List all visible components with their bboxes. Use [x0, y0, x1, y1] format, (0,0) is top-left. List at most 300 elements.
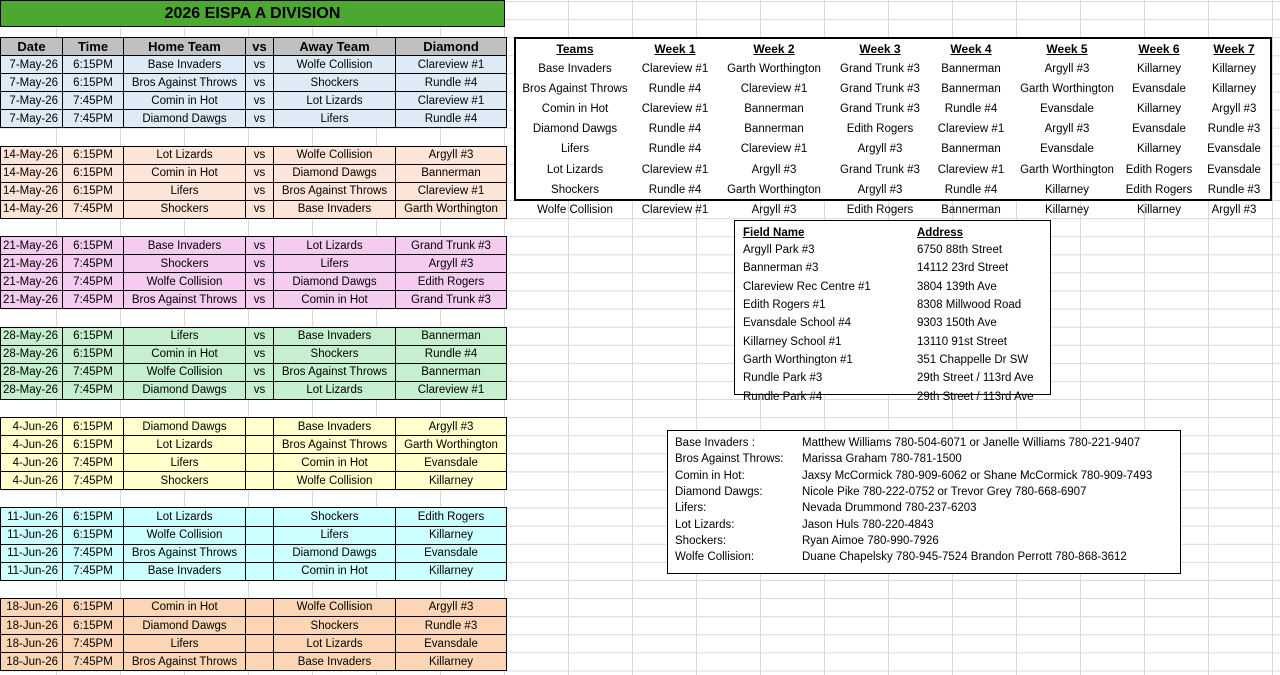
schedule-cell[interactable]: Clareview #1 — [396, 92, 507, 110]
schedule-cell[interactable]: Lifers — [274, 255, 396, 273]
schedule-cell[interactable]: Bros Against Throws — [124, 653, 246, 671]
schedule-cell[interactable]: 6:15PM — [63, 508, 124, 526]
schedule-cell[interactable]: Wolfe Collision — [274, 598, 396, 616]
weeks-cell[interactable]: Diamond Dawgs — [532, 123, 618, 136]
schedule-cell[interactable]: Rundle #4 — [396, 345, 507, 363]
schedule-row — [1, 381, 507, 399]
schedule-header-cell[interactable]: vs — [246, 38, 274, 56]
schedule-cell[interactable]: Evansdale — [396, 635, 507, 653]
weeks-header-cell[interactable]: Week 6 — [1138, 42, 1180, 56]
schedule-cell[interactable]: Base Invaders — [124, 562, 246, 580]
schedule-cell[interactable]: 11-Jun-26 — [1, 526, 63, 544]
schedule-cell[interactable] — [246, 526, 274, 544]
schedule-cell[interactable]: 14-May-26 — [1, 182, 63, 200]
schedule-cell[interactable]: 6:15PM — [63, 237, 124, 255]
schedule-row — [1, 508, 507, 526]
weeks-cell[interactable]: Killarney — [1136, 103, 1182, 116]
schedule-cell[interactable]: vs — [246, 110, 274, 128]
schedule-cell[interactable]: Base Invaders — [274, 653, 396, 671]
schedule-cell[interactable]: Diamond Dawgs — [124, 617, 246, 635]
schedule-cell[interactable]: Wolfe Collision — [124, 273, 246, 291]
weeks-header-cell[interactable]: Week 7 — [1213, 42, 1255, 56]
schedule-cell[interactable]: Bros Against Throws — [124, 544, 246, 562]
schedule-cell[interactable]: Lifers — [274, 526, 396, 544]
contacts-box — [667, 430, 1181, 574]
contact-info-cell[interactable]: Duane Chapelsky 780-945-7524 Brandon Perrott 780-868-3612 — [802, 551, 1127, 564]
schedule-cell[interactable]: Killarney — [396, 653, 507, 671]
schedule-cell[interactable]: Shockers — [274, 74, 396, 92]
schedule-cell[interactable]: 7:45PM — [63, 544, 124, 562]
weeks-cell[interactable]: Evansdale — [1207, 143, 1261, 156]
schedule-cell[interactable]: Killarney — [396, 562, 507, 580]
schedule-cell[interactable]: 7:45PM — [63, 562, 124, 580]
weeks-cell[interactable]: Garth Worthington — [1020, 83, 1114, 96]
weeks-cell[interactable]: Bannerman — [744, 103, 804, 116]
fields-cell[interactable]: Evansdale School #4 — [743, 317, 852, 330]
schedule-cell[interactable]: Clareview #1 — [396, 381, 507, 399]
fields-cell[interactable]: 8308 Millwood Road — [917, 299, 1022, 312]
schedule-cell[interactable]: Comin in Hot — [124, 92, 246, 110]
schedule-cell[interactable]: Rundle #4 — [396, 110, 507, 128]
schedule-cell[interactable]: 6:15PM — [63, 182, 124, 200]
schedule-cell[interactable]: Base Invaders — [124, 237, 246, 255]
schedule-cell[interactable]: Lot Lizards — [274, 381, 396, 399]
schedule-cell[interactable]: Lot Lizards — [124, 436, 246, 454]
contact-info-cell[interactable]: Ryan Aimoe 780-990-7926 — [802, 534, 939, 547]
schedule-cell[interactable]: Argyll #3 — [396, 598, 507, 616]
weeks-cell[interactable]: Grand Trunk #3 — [840, 103, 920, 116]
schedule-cell[interactable]: 6:15PM — [63, 74, 124, 92]
schedule-cell[interactable] — [246, 562, 274, 580]
schedule-cell[interactable]: Lifers — [124, 182, 246, 200]
schedule-cell[interactable]: 21-May-26 — [1, 255, 63, 273]
schedule-header-cell[interactable]: Time — [63, 38, 124, 56]
weeks-cell[interactable]: Rundle #4 — [648, 123, 702, 136]
schedule-cell[interactable]: 7:45PM — [63, 454, 124, 472]
weeks-cell[interactable]: Clareview #1 — [641, 63, 709, 76]
schedule-cell[interactable]: 6:15PM — [63, 417, 124, 435]
weeks-cell[interactable]: Argyll #3 — [1211, 203, 1257, 216]
weeks-cell[interactable]: Killarney — [1211, 63, 1257, 76]
weeks-cell[interactable]: Evansdale — [1040, 143, 1094, 156]
schedule-cell[interactable]: Base Invaders — [274, 417, 396, 435]
schedule-cell[interactable]: Comin in Hot — [124, 598, 246, 616]
fields-cell[interactable]: Edith Rogers #1 — [743, 299, 826, 312]
fields-cell[interactable]: 351 Chappelle Dr SW — [917, 353, 1029, 366]
weeks-cell[interactable]: Comin in Hot — [541, 103, 609, 116]
schedule-cell[interactable]: Base Invaders — [274, 200, 396, 218]
schedule-cell[interactable]: Diamond Dawgs — [274, 273, 396, 291]
schedule-cell[interactable]: Lifers — [124, 327, 246, 345]
schedule-cell[interactable]: Garth Worthington — [396, 436, 507, 454]
schedule-cell[interactable]: Lot Lizards — [274, 237, 396, 255]
schedule-cell[interactable]: Wolfe Collision — [274, 56, 396, 74]
fields-cell[interactable]: 29th Street / 113rd Ave — [917, 390, 1034, 403]
schedule-cell[interactable]: Argyll #3 — [396, 417, 507, 435]
schedule-cell[interactable]: Bros Against Throws — [124, 291, 246, 309]
schedule-cell[interactable]: vs — [246, 164, 274, 182]
schedule-cell[interactable]: 11-Jun-26 — [1, 562, 63, 580]
weeks-cell[interactable]: Killarney — [1211, 83, 1257, 96]
schedule-cell[interactable] — [246, 508, 274, 526]
schedule-cell[interactable]: Comin in Hot — [274, 562, 396, 580]
schedule-cell[interactable]: Diamond Dawgs — [274, 544, 396, 562]
weeks-row — [516, 159, 1270, 179]
schedule-row — [1, 635, 507, 653]
weeks-cell[interactable]: Evansdale — [1132, 83, 1186, 96]
schedule-cell[interactable]: 7:45PM — [63, 363, 124, 381]
schedule-cell[interactable]: Diamond Dawgs — [124, 381, 246, 399]
contact-team-cell[interactable]: Lifers: — [675, 502, 707, 515]
schedule-cell[interactable]: Lifers — [124, 635, 246, 653]
weeks-header-cell[interactable]: Week 4 — [950, 42, 992, 56]
schedule-cell[interactable]: vs — [246, 56, 274, 74]
schedule-cell[interactable]: 6:15PM — [63, 526, 124, 544]
schedule-cell[interactable]: vs — [246, 255, 274, 273]
contact-team-cell[interactable]: Wolfe Collision: — [675, 551, 755, 564]
schedule-cell[interactable]: Bannerman — [396, 164, 507, 182]
weeks-cell[interactable]: Killarney — [1136, 63, 1182, 76]
schedule-cell[interactable]: Edith Rogers — [396, 273, 507, 291]
weeks-cell[interactable]: Clareview #1 — [937, 123, 1005, 136]
schedule-cell[interactable]: 4-Jun-26 — [1, 436, 63, 454]
weeks-cell[interactable]: Killarney — [1044, 203, 1090, 216]
fields-cell[interactable]: 13110 91st Street — [917, 335, 1007, 348]
weeks-cell[interactable]: Wolfe Collision — [537, 203, 613, 216]
schedule-cell[interactable]: Clareview #1 — [396, 56, 507, 74]
sheet-title[interactable]: 2026 EISPA A DIVISION — [0, 0, 505, 27]
fields-cell[interactable]: 6750 88th Street — [917, 244, 1003, 257]
weeks-cell[interactable]: Evansdale — [1207, 163, 1261, 176]
fields-cell[interactable]: Clareview Rec Centre #1 — [743, 280, 871, 293]
weeks-header-cell[interactable]: Teams — [556, 42, 594, 56]
schedule-cell[interactable]: 7:45PM — [63, 92, 124, 110]
schedule-cell[interactable]: 6:15PM — [63, 327, 124, 345]
schedule-cell[interactable]: 7-May-26 — [1, 110, 63, 128]
schedule-cell[interactable]: 14-May-26 — [1, 200, 63, 218]
weeks-cell[interactable]: Edith Rogers — [1125, 163, 1193, 176]
schedule-cell[interactable]: vs — [246, 273, 274, 291]
contact-team-cell[interactable]: Comin in Hot: — [675, 469, 745, 482]
weeks-cell[interactable]: Rundle #4 — [648, 83, 702, 96]
schedule-cell[interactable]: 4-Jun-26 — [1, 472, 63, 490]
schedule-cell[interactable]: 7-May-26 — [1, 92, 63, 110]
schedule-cell[interactable]: Diamond Dawgs — [274, 164, 396, 182]
contacts-row — [675, 500, 1152, 516]
weeks-cell[interactable]: Bannerman — [941, 143, 1001, 156]
weeks-cell[interactable]: Garth Worthington — [727, 63, 821, 76]
schedule-cell[interactable]: 7:45PM — [63, 381, 124, 399]
schedule-cell[interactable]: Evansdale — [396, 544, 507, 562]
weeks-cell[interactable]: Clareview #1 — [641, 103, 709, 116]
schedule-cell[interactable]: Shockers — [124, 200, 246, 218]
fields-cell[interactable]: 3804 139th Ave — [917, 280, 997, 293]
weeks-cell[interactable]: Lot Lizards — [546, 163, 604, 176]
schedule-cell[interactable]: Rundle #3 — [396, 617, 507, 635]
schedule-cell[interactable]: Shockers — [274, 617, 396, 635]
weeks-cell[interactable]: Argyll #3 — [751, 203, 797, 216]
schedule-cell[interactable]: Argyll #3 — [396, 255, 507, 273]
schedule-cell[interactable]: 18-Jun-26 — [1, 598, 63, 616]
weeks-cell[interactable]: Edith Rogers — [846, 203, 914, 216]
weeks-cell[interactable]: Argyll #3 — [751, 163, 797, 176]
weeks-cell[interactable]: Bannerman — [941, 83, 1001, 96]
weeks-row — [516, 200, 1270, 220]
schedule-cell[interactable]: 18-Jun-26 — [1, 635, 63, 653]
schedule-cell[interactable]: 4-Jun-26 — [1, 454, 63, 472]
contact-info-cell[interactable]: Marissa Graham 780-781-1500 — [802, 453, 962, 466]
schedule-cell[interactable]: 6:15PM — [63, 345, 124, 363]
schedule-cell[interactable]: 18-Jun-26 — [1, 653, 63, 671]
schedule-cell[interactable]: vs — [246, 92, 274, 110]
weeks-cell[interactable]: Argyll #3 — [857, 183, 903, 196]
schedule-cell[interactable]: Comin in Hot — [124, 164, 246, 182]
schedule-cell[interactable]: 28-May-26 — [1, 381, 63, 399]
schedule-cell[interactable]: Wolfe Collision — [124, 363, 246, 381]
schedule-cell[interactable]: 21-May-26 — [1, 273, 63, 291]
fields-cell[interactable]: Bannerman #3 — [743, 262, 819, 275]
schedule-cell[interactable]: 7-May-26 — [1, 56, 63, 74]
weeks-cell[interactable]: Rundle #4 — [944, 103, 998, 116]
schedule-cell[interactable]: 7:45PM — [63, 255, 124, 273]
schedule-cell[interactable]: Clareview #1 — [396, 182, 507, 200]
weeks-cell[interactable]: Killarney — [1044, 183, 1090, 196]
schedule-cell[interactable]: Bros Against Throws — [124, 74, 246, 92]
weeks-cell[interactable]: Grand Trunk #3 — [840, 163, 920, 176]
schedule-cell[interactable]: 28-May-26 — [1, 327, 63, 345]
schedule-cell[interactable]: Lot Lizards — [274, 635, 396, 653]
weeks-cell[interactable]: Evansdale — [1132, 123, 1186, 136]
schedule-cell[interactable]: Comin in Hot — [124, 345, 246, 363]
contact-team-cell[interactable]: Bros Against Throws: — [675, 453, 784, 466]
schedule-cell[interactable]: Argyll #3 — [396, 146, 507, 164]
schedule-cell[interactable]: 28-May-26 — [1, 345, 63, 363]
schedule-cell[interactable] — [246, 436, 274, 454]
schedule-cell[interactable]: vs — [246, 146, 274, 164]
contact-info-cell[interactable]: Matthew Williams 780-504-6071 or Janelle Williams 780-221-9407 — [802, 437, 1141, 450]
schedule-cell[interactable]: 28-May-26 — [1, 363, 63, 381]
schedule-cell[interactable]: Edith Rogers — [396, 508, 507, 526]
schedule-cell[interactable]: Diamond Dawgs — [124, 417, 246, 435]
schedule-cell[interactable]: 7:45PM — [63, 200, 124, 218]
schedule-cell[interactable]: 6:15PM — [63, 164, 124, 182]
weeks-header-cell[interactable]: Week 5 — [1046, 42, 1088, 56]
weeks-cell[interactable]: Argyll #3 — [1044, 63, 1090, 76]
schedule-cell[interactable]: Killarney — [396, 526, 507, 544]
schedule-cell[interactable]: Comin in Hot — [274, 291, 396, 309]
fields-cell[interactable]: 9303 150th Ave — [917, 317, 997, 330]
weeks-cell[interactable]: Rundle #4 — [648, 143, 702, 156]
schedule-cell[interactable]: 7:45PM — [63, 653, 124, 671]
schedule-cell[interactable]: Lot Lizards — [124, 508, 246, 526]
schedule-cell[interactable]: Lot Lizards — [274, 92, 396, 110]
schedule-cell[interactable]: Wolfe Collision — [274, 472, 396, 490]
contact-team-cell[interactable]: Base Invaders : — [675, 437, 755, 450]
fields-cell[interactable]: Argyll Park #3 — [743, 244, 815, 257]
schedule-cell[interactable]: vs — [246, 327, 274, 345]
weeks-cell[interactable]: Clareview #1 — [641, 203, 709, 216]
contact-info-cell[interactable]: Nicole Pike 780-222-0752 or Trevor Grey 780-668-6907 — [802, 486, 1087, 499]
weeks-cell[interactable]: Bros Against Throws — [522, 83, 628, 96]
schedule-cell[interactable]: Shockers — [124, 255, 246, 273]
schedule-cell[interactable]: vs — [246, 381, 274, 399]
schedule-cell[interactable]: 21-May-26 — [1, 237, 63, 255]
schedule-row — [1, 291, 507, 309]
weeks-cell[interactable]: Clareview #1 — [740, 83, 808, 96]
schedule-cell[interactable]: 7:45PM — [63, 273, 124, 291]
schedule-cell[interactable]: vs — [246, 291, 274, 309]
weeks-header-cell[interactable]: Week 2 — [753, 42, 795, 56]
schedule-header-cell[interactable]: Home Team — [124, 38, 246, 56]
schedule-cell[interactable]: 7:45PM — [63, 635, 124, 653]
schedule-cell[interactable] — [246, 417, 274, 435]
weeks-cell[interactable]: Rundle #4 — [944, 183, 998, 196]
schedule-cell[interactable] — [246, 598, 274, 616]
schedule-cell[interactable]: Wolfe Collision — [274, 146, 396, 164]
contact-info-cell[interactable]: Nevada Drummond 780-237-6203 — [802, 502, 977, 515]
weeks-cell[interactable]: Bannerman — [941, 63, 1001, 76]
fields-header-cell[interactable]: Address — [917, 226, 964, 239]
schedule-cell[interactable]: Rundle #4 — [396, 74, 507, 92]
schedule-cell[interactable]: vs — [246, 237, 274, 255]
schedule-cell[interactable]: Evansdale — [396, 454, 507, 472]
schedule-cell[interactable]: 6:15PM — [63, 436, 124, 454]
schedule-cell[interactable]: Grand Trunk #3 — [396, 237, 507, 255]
schedule-cell[interactable]: 11-Jun-26 — [1, 508, 63, 526]
schedule-cell[interactable]: 7:45PM — [63, 291, 124, 309]
schedule-cell[interactable]: Shockers — [274, 508, 396, 526]
schedule-cell[interactable]: vs — [246, 74, 274, 92]
schedule-cell[interactable]: 6:15PM — [63, 146, 124, 164]
weeks-cell[interactable]: Lifers — [560, 143, 590, 156]
fields-cell[interactable]: Rundle Park #3 — [743, 372, 823, 385]
weeks-row — [516, 119, 1270, 139]
schedule-cell[interactable]: vs — [246, 200, 274, 218]
schedule-cell[interactable]: Lifers — [124, 454, 246, 472]
fields-box — [734, 220, 1051, 403]
schedule-cell[interactable]: 7-May-26 — [1, 74, 63, 92]
schedule-cell[interactable]: Bannerman — [396, 363, 507, 381]
weeks-cell[interactable]: Rundle #3 — [1207, 123, 1261, 136]
contacts-row — [675, 435, 1152, 451]
schedule-cell[interactable]: 6:15PM — [63, 598, 124, 616]
schedule-cell[interactable]: Bannerman — [396, 327, 507, 345]
schedule-cell[interactable] — [246, 635, 274, 653]
fields-cell[interactable]: Killarney School #1 — [743, 335, 842, 348]
fields-cell[interactable]: 14112 23rd Street — [917, 262, 1009, 275]
schedule-cell[interactable] — [246, 454, 274, 472]
schedule-cell[interactable]: Garth Worthington — [396, 200, 507, 218]
contact-team-cell[interactable]: Lot Lizards: — [675, 518, 735, 531]
weeks-cell[interactable]: Evansdale — [1040, 103, 1094, 116]
schedule-cell[interactable]: Shockers — [124, 472, 246, 490]
weeks-cell[interactable]: Bannerman — [744, 123, 804, 136]
fields-header-cell[interactable]: Field Name — [743, 226, 805, 239]
schedule-cell[interactable]: Base Invaders — [274, 327, 396, 345]
schedule-header-cell[interactable]: Diamond — [396, 38, 507, 56]
schedule-cell[interactable]: Diamond Dawgs — [124, 110, 246, 128]
schedule-cell[interactable] — [246, 617, 274, 635]
weeks-cell[interactable]: Base Invaders — [538, 63, 612, 76]
weeks-cell[interactable]: Clareview #1 — [740, 143, 808, 156]
schedule-cell[interactable]: 6:15PM — [63, 56, 124, 74]
schedule-cell[interactable]: 4-Jun-26 — [1, 417, 63, 435]
schedule-gap-row — [1, 490, 507, 508]
weeks-cell[interactable]: Shockers — [551, 183, 599, 196]
schedule-cell[interactable]: Bros Against Throws — [274, 182, 396, 200]
schedule-cell[interactable]: Shockers — [274, 345, 396, 363]
weeks-cell[interactable]: Argyll #3 — [1211, 103, 1257, 116]
schedule-cell[interactable]: 18-Jun-26 — [1, 617, 63, 635]
weeks-header-cell[interactable]: Week 3 — [859, 42, 901, 56]
weeks-cell[interactable]: Clareview #1 — [641, 163, 709, 176]
contact-team-cell[interactable]: Shockers: — [675, 534, 727, 547]
schedule-cell[interactable]: vs — [246, 182, 274, 200]
weeks-cell[interactable]: Killarney — [1136, 143, 1182, 156]
weeks-cell[interactable]: Bannerman — [941, 203, 1001, 216]
schedule-row — [1, 255, 507, 273]
schedule-cell[interactable]: Bros Against Throws — [274, 436, 396, 454]
weeks-header-cell[interactable]: Week 1 — [654, 42, 696, 56]
weeks-cell[interactable]: Rundle #3 — [1207, 183, 1261, 196]
schedule-cell[interactable]: 11-Jun-26 — [1, 544, 63, 562]
schedule-gap-cell — [1, 399, 507, 417]
weeks-cell[interactable]: Garth Worthington — [1020, 163, 1114, 176]
schedule-cell[interactable]: Bros Against Throws — [274, 363, 396, 381]
schedule-cell[interactable]: 14-May-26 — [1, 146, 63, 164]
schedule-cell[interactable]: 7:45PM — [63, 110, 124, 128]
weeks-cell[interactable]: Grand Trunk #3 — [840, 83, 920, 96]
fields-cell[interactable]: Rundle Park #4 — [743, 390, 823, 403]
schedule-header-cell[interactable]: Date — [1, 38, 63, 56]
weeks-cell[interactable]: Garth Worthington — [727, 183, 821, 196]
schedule-cell[interactable] — [246, 544, 274, 562]
weeks-cell[interactable]: Grand Trunk #3 — [840, 63, 920, 76]
weeks-cell[interactable]: Clareview #1 — [937, 163, 1005, 176]
weeks-cell[interactable]: Killarney — [1136, 203, 1182, 216]
weeks-cell[interactable]: Edith Rogers — [846, 123, 914, 136]
schedule-cell[interactable]: 6:15PM — [63, 617, 124, 635]
fields-cell[interactable]: Garth Worthington #1 — [743, 353, 853, 366]
fields-row — [742, 387, 1043, 405]
schedule-cell[interactable]: vs — [246, 363, 274, 381]
schedule-header-cell[interactable]: Away Team — [274, 38, 396, 56]
contact-info-cell[interactable]: Jaxsy McCormick 780-909-6062 or Shane McCormick 780-909-7493 — [802, 469, 1153, 482]
weeks-cell[interactable]: Rundle #4 — [648, 183, 702, 196]
schedule-cell[interactable]: Wolfe Collision — [124, 526, 246, 544]
fields-cell[interactable]: 29th Street / 113rd Ave — [917, 372, 1034, 385]
schedule-cell[interactable]: vs — [246, 345, 274, 363]
schedule-cell[interactable]: Comin in Hot — [274, 454, 396, 472]
contact-info-cell[interactable]: Jason Huls 780-220-4843 — [802, 518, 934, 531]
schedule-cell[interactable]: 14-May-26 — [1, 164, 63, 182]
schedule-cell[interactable]: Lot Lizards — [124, 146, 246, 164]
schedule-row — [1, 110, 507, 128]
weeks-cell[interactable]: Argyll #3 — [857, 143, 903, 156]
weeks-cell[interactable]: Edith Rogers — [1125, 183, 1193, 196]
schedule-cell[interactable]: Lifers — [274, 110, 396, 128]
weeks-cell[interactable]: Argyll #3 — [1044, 123, 1090, 136]
schedule-cell[interactable]: Grand Trunk #3 — [396, 291, 507, 309]
schedule-cell[interactable]: Base Invaders — [124, 56, 246, 74]
schedule-cell[interactable] — [246, 472, 274, 490]
contact-team-cell[interactable]: Diamond Dawgs: — [675, 486, 763, 499]
schedule-cell[interactable]: Killarney — [396, 472, 507, 490]
weeks-row — [516, 139, 1270, 159]
schedule-cell[interactable]: 21-May-26 — [1, 291, 63, 309]
schedule-cell[interactable] — [246, 653, 274, 671]
schedule-cell[interactable]: 7:45PM — [63, 472, 124, 490]
